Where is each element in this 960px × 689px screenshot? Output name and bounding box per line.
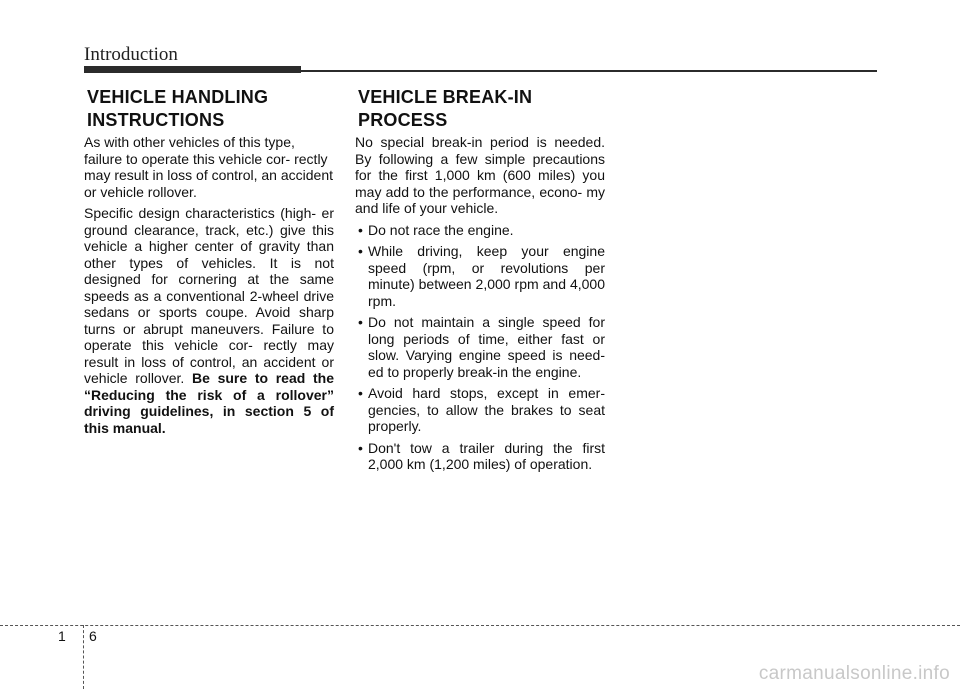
heading-line: PROCESS — [358, 110, 448, 130]
list-item-text: Avoid hard stops, except in emer- gencies, to allow the brakes to seat properly. — [368, 385, 605, 434]
page-number: 6 — [89, 628, 97, 644]
section-heading-handling — [84, 86, 334, 132]
heading-line: INSTRUCTIONS — [87, 110, 225, 130]
header-title: Introduction — [84, 44, 178, 65]
header-rule-thick — [84, 66, 301, 73]
bullet-icon: • — [358, 439, 363, 456]
list-item-text: Do not race the engine. — [368, 221, 514, 238]
paragraph — [84, 205, 334, 436]
heading-line: VEHICLE HANDLING — [87, 87, 269, 107]
bullet-icon: • — [358, 385, 363, 401]
bullet-icon: • — [358, 314, 363, 330]
paragraph: No special break-in period is needed. By following a few simple precautions for the first 1,000 km (600 miles) you may add to the performance, econo- my and life of your vehicle. — [355, 134, 605, 216]
bold-notice: Be sure to read the “Reducing the risk of a rollover” driving guidelines, in section 5 of this manual. — [84, 370, 334, 436]
bullet-icon: • — [358, 243, 363, 259]
list-item — [355, 385, 605, 435]
list-item — [355, 222, 605, 239]
chapter-number: 1 — [58, 628, 66, 644]
header-rule-thin — [301, 70, 877, 72]
bullet-list — [355, 222, 605, 473]
section-heading-break-in — [355, 86, 605, 132]
footer-page-divider — [83, 625, 84, 689]
paragraph-text: Specific design characteristics (high- er ground clearance, track, etc.) give this vehicle a higher center of gravity than other types of vehicles. It is not designed for cornering at the same speeds as a conventional 2-wheel drive sedans or sports coupe. Avoid sharp turns or abrupt maneuvers. Failure to operate this vehicle cor- rectly may result in loss of control, an accident or vehicle rollover. — [84, 205, 334, 386]
list-item — [355, 243, 605, 309]
right-column — [355, 86, 605, 478]
heading-line: VEHICLE BREAK-IN — [358, 87, 533, 107]
footer-divider — [0, 625, 960, 626]
left-column — [84, 86, 334, 441]
bullet-icon: • — [358, 221, 363, 238]
list-item-text: While driving, keep your engine speed (rpm, or revolutions per minute) between 2,000 rpm and 4,000 rpm. — [368, 243, 605, 309]
watermark: carmanualsonline.info — [758, 663, 950, 684]
list-item — [355, 314, 605, 380]
list-item-text: Do not maintain a single speed for long periods of time, either fast or slow. Varying engine speed is need- ed to properly break-in the engine. — [368, 314, 605, 380]
list-item-text: Don't tow a trailer during the first 2,000 km (1,200 miles) of operation. — [368, 439, 605, 472]
list-item — [355, 440, 605, 473]
paragraph: As with other vehicles of this type, failure to operate this vehicle cor- rectly may result in loss of control, an accident or vehicle rollover. — [84, 134, 334, 200]
